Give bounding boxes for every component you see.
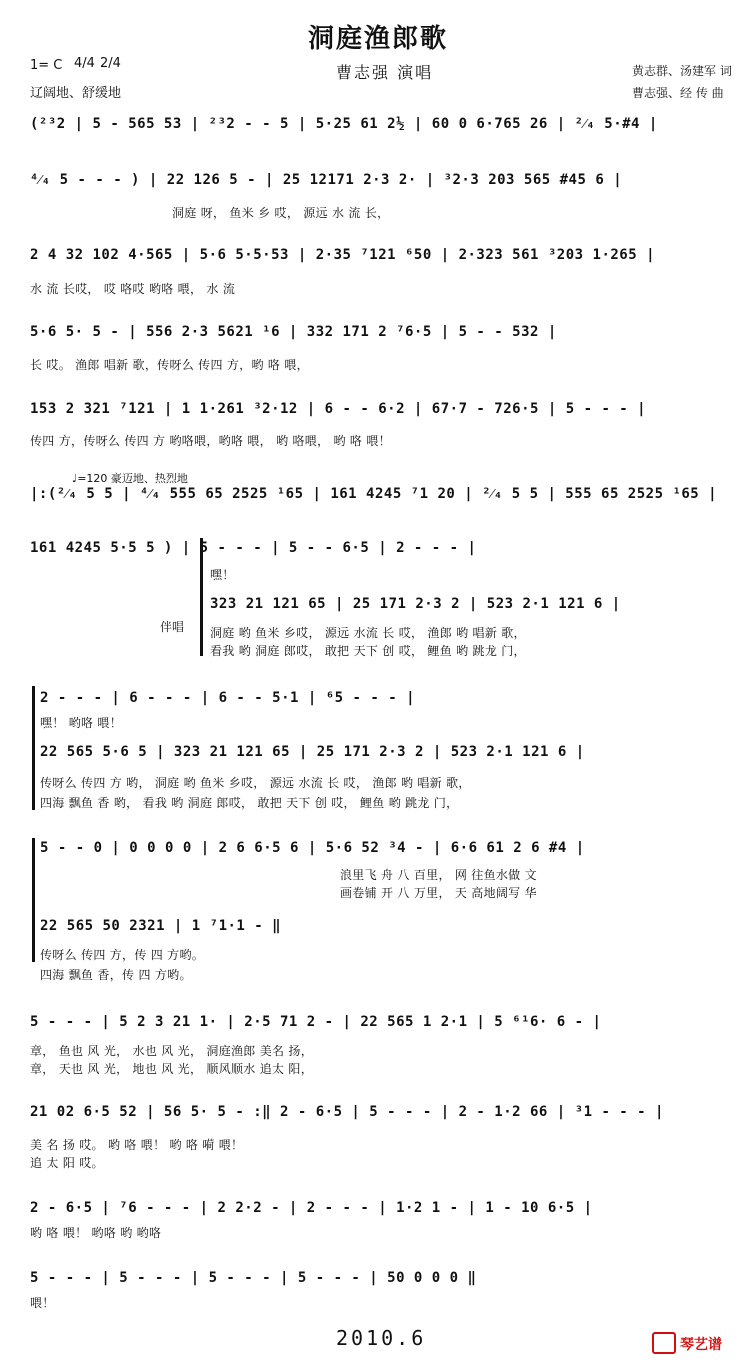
score-line-12: 22 565 50 2321 | 1 ⁷1·1 - ‖ [40, 918, 282, 934]
chorus-bracket [200, 538, 203, 656]
lyric-line-14b: 追 太 阳 哎。 [30, 1156, 104, 1170]
lyric-line-9: 嘿！ 哟咯 喂！ [40, 716, 123, 730]
tempo-mark: ♩=120 豪迈地、热烈地 [72, 472, 188, 485]
lyric-line-16: 喂！ [30, 1296, 55, 1310]
lyric-line-11b: 画卷铺 开 八 万里， 天 高地阔写 华 [340, 886, 537, 900]
score-line-1: (²³2 | 5 - 565 53 | ²³2 - - 5 | 5·25 61 2½ | 60 0 6·765 26 | ²⁄₄ 5·#4 | [30, 116, 658, 132]
lyric-line-5: 传四 方，传呀么 传四 方 哟咯喂，哟咯 喂， 哟 咯喂， 哟 咯 喂！ [30, 434, 391, 448]
score-line-2: ⁴⁄₄ 5 - - - ) | 22 126 5 - | 25 12171 2·3 2· | ³2·3 203 565 #45 6 | [30, 172, 623, 188]
score-line-15: 2 - 6·5 | ⁷6 - - - | 2 2·2 - | 2 - - - | 1·2 1 - | 1 - 10 6·5 | [30, 1200, 593, 1216]
system-bracket-2 [32, 686, 35, 810]
composer-credit: 曹志强、经 传 曲 [632, 86, 724, 100]
lyric-line-8a: 洞庭 哟 鱼米 乡哎， 源远 水流 长 哎， 渔郎 哟 唱新 歌， [210, 626, 526, 640]
score-line-7: 161 4245 5·5 5 ) | 5 - - - | 5 - - 6·5 | 2 - - - | [30, 540, 477, 556]
lyric-line-13a: 章， 鱼也 风 光， 水也 风 光， 洞庭渔郎 美名 扬， [30, 1044, 314, 1058]
time-signature-2: 2/4 [100, 56, 121, 71]
score-line-10: 22 565 5·6 5 | 323 21 121 65 | 25 171 2·3 2 | 523 2·1 121 6 | [40, 744, 585, 760]
score-line-9: 2 - - - | 6 - - - | 6 - - 5·1 | ⁶5 - - - | [40, 690, 416, 706]
lyric-line-12a: 传呀么 传四 方，传 四 方哟。 [40, 948, 205, 962]
lyric-line-11a: 浪里飞 舟 八 百里， 网 往鱼水做 文 [340, 868, 537, 882]
lyric-line-14a: 美 名 扬 哎。 哟 咯 喂！ 哟 咯 嗬 喂！ [30, 1138, 244, 1152]
brand-logo-icon [652, 1332, 676, 1354]
lyric-line-10a: 传呀么 传四 方 哟， 洞庭 哟 鱼米 乡哎， 源远 水流 长 哎， 渔郎 哟 唱新 歌， [40, 776, 471, 790]
score-line-3: 2 4 32 102 4·565 | 5·6 5·5·53 | 2·35 ⁷121 ⁶50 | 2·323 561 ³203 1·265 | [30, 247, 656, 263]
lyric-line-10b: 四海 飘鱼 香 哟， 看我 哟 洞庭 郎哎， 敢把 天下 创 哎， 鲤鱼 哟 跳龙 门， [40, 796, 459, 810]
lyric-line-8b: 看我 哟 洞庭 郎哎， 敢把 天下 创 哎， 鲤鱼 哟 跳龙 门， [210, 644, 526, 658]
time-signature-1: 4/4 [74, 56, 95, 71]
lyric-line-7: 嘿！ [210, 568, 235, 582]
brand-name: 琴艺谱 [680, 1337, 722, 1353]
date-stamp: 2010.6 [336, 1326, 427, 1350]
performer: 曹志强 演唱 [336, 63, 434, 82]
chorus-label: 伴唱 [160, 620, 185, 634]
lyric-line-15: 哟 咯 喂！ 哟咯 哟 哟咯 [30, 1226, 162, 1240]
lyric-line-13b: 章， 天也 风 光， 地也 风 光， 顺风顺水 追太 阳， [30, 1062, 314, 1076]
lyric-line-12b: 四海 飘鱼 香，传 四 方哟。 [40, 968, 192, 982]
score-line-6: |:(²⁄₄ 5 5 | ⁴⁄₄ 555 65 2525 ¹65 | 161 4245 ⁷1 20 | ²⁄₄ 5 5 | 555 65 2525 ¹65 | [30, 486, 718, 502]
lyric-line-3: 水 流 长哎， 哎 咯哎 哟咯 喂， 水 流 [30, 282, 236, 296]
score-line-4: 5·6 5· 5 - | 556 2·3 5621 ¹6 | 332 171 2 ⁷6·5 | 5 - - 532 | [30, 324, 557, 340]
lyric-line-2: 洞庭 呀， 鱼米 乡 哎， 源远 水 流 长， [172, 206, 390, 220]
expression-mark: 辽阔地、舒缓地 [30, 86, 122, 101]
lyric-line-4: 长 哎。 渔郎 唱新 歌，传呀么 传四 方，哟 咯 喂， [30, 358, 309, 372]
score-line-11: 5 - - 0 | 0 0 0 0 | 2 6 6·5 6 | 5·6 52 ³4 - | 6·6 61 2 6 #4 | [40, 840, 585, 856]
lyricist-credit: 黄志群、汤建军 词 [632, 64, 732, 78]
system-bracket-3 [32, 838, 35, 962]
score-line-13: 5 - - - | 5 2 3 21 1· | 2·5 71 2 - | 22 565 1 2·1 | 5 ⁶¹6· 6 - | [30, 1014, 602, 1030]
score-line-14: 21 02 6·5 52 | 56 5· 5 - :‖ 2 - 6·5 | 5 - - - | 2 - 1·2 66 | ³1 - - - | [30, 1104, 664, 1120]
score-line-16: 5 - - - | 5 - - - | 5 - - - | 5 - - - | 50 0 0 0 ‖ [30, 1270, 477, 1286]
score-line-8: 323 21 121 65 | 25 171 2·3 2 | 523 2·1 121 6 | [210, 596, 621, 612]
key-signature: 1= C [30, 58, 63, 73]
song-title: 洞庭渔郎歌 [308, 24, 449, 53]
score-line-5: 153 2 321 ⁷121 | 1 1·261 ³2·12 | 6 - - 6·2 | 67·7 - 726·5 | 5 - - - | [30, 401, 647, 417]
